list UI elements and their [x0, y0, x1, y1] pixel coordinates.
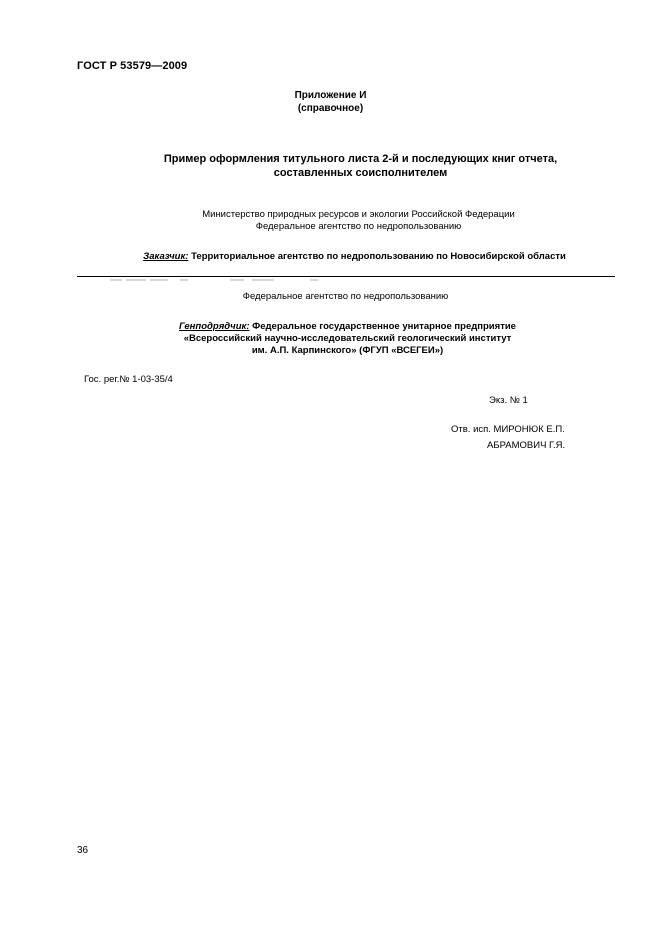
ghost-text-artifact: [110, 279, 310, 282]
registration-number: Гос. рег.№ 1-03-35/4: [84, 374, 173, 385]
customer-block: [24, 251, 661, 262]
copy-number: Экз. № 1: [489, 395, 528, 406]
appendix-type: (справочное): [297, 103, 364, 114]
page-number: 36: [77, 845, 89, 856]
agency-name: Федеральное агентство по недропользованию: [255, 221, 462, 232]
horizontal-divider: [77, 276, 615, 277]
executors-block: [451, 422, 565, 454]
contractor-value-1: Федеральное государственное унитарное предприятие: [252, 321, 516, 332]
customer-value: Территориальное агентство по недропользованию по Новосибирской области: [191, 251, 566, 262]
general-contractor-block: [17, 321, 661, 357]
standard-header: ГОСТ Р 53579—2009: [77, 60, 188, 72]
ministry-block: [28, 209, 661, 233]
customer-label: Заказчик:: [143, 251, 189, 262]
appendix-title: Приложение И: [294, 90, 367, 101]
executor-2: АБРАМОВИЧ Г.Я.: [487, 440, 566, 451]
title-line-2: составленных соисполнителем: [273, 167, 448, 179]
ministry-name: Министерство природных ресурсов и экологии Российской Федерации: [202, 209, 515, 220]
contractor-line-2: «Всероссийский научно-исследовательский геологический институт: [183, 333, 512, 344]
page-title: [30, 152, 661, 180]
agency-block: Федеральное агентство по недропользованию: [242, 291, 449, 302]
executor-1: Отв. исп. МИРОНЮК Е.П.: [451, 424, 565, 435]
contractor-line-3: им. А.П. Карпинского» (ФГУП «ВСЕГЕИ»): [251, 345, 444, 356]
title-line-1: Пример оформления титульного листа 2-й и последующих книг отчета,: [163, 153, 558, 165]
appendix-heading: [0, 89, 661, 115]
contractor-line-1: [17, 321, 661, 333]
contractor-label: Генподрядчик:: [179, 321, 250, 332]
